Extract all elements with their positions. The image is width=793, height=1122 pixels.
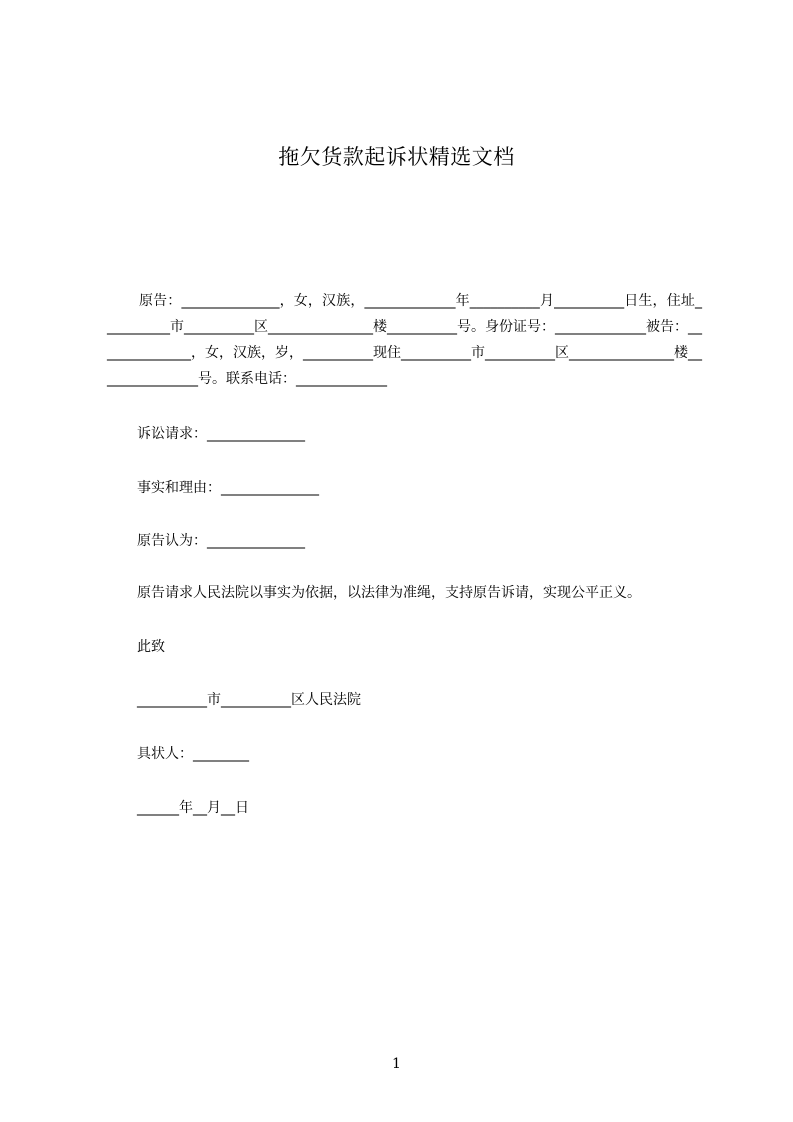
- signer-line: 具状人：________: [137, 746, 249, 762]
- facts-and-reasons-line: 事实和理由：______________: [137, 480, 319, 496]
- request-statement-line: 原告请求人民法院以事实为依据，以法律为准绳，支持原告诉请，实现公平正义。: [137, 585, 641, 601]
- date-line: ______年__月__日: [137, 800, 249, 816]
- page-number: 1: [392, 1056, 401, 1072]
- plaintiff-opinion-line: 原告认为：______________: [137, 533, 305, 549]
- party-information-paragraph: 原告：______________，女，汉族，_____________年__________月__________日生，住址__________市__________区_______________楼__________号。身份证号：_____________被告：______________，女，汉族，岁，__________现住__________市__________区_______________楼_______________号。联系电话：_____________: [107, 293, 702, 387]
- document-title: 拖欠货款起诉状精选文档: [278, 145, 515, 169]
- court-line: __________市__________区人民法院: [137, 692, 361, 708]
- salutation-line: 此致: [137, 639, 165, 655]
- claims-line: 诉讼请求：______________: [137, 426, 305, 442]
